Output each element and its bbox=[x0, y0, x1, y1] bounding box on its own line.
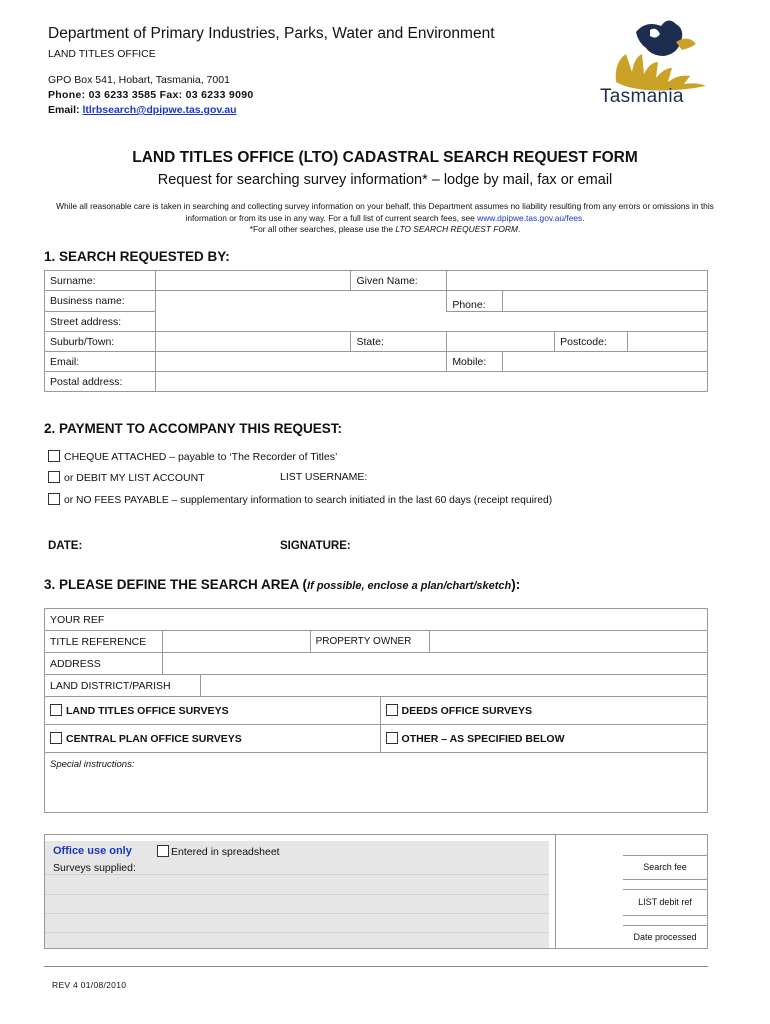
date-processed-label: Date processed bbox=[623, 925, 707, 949]
lto-surveys-option[interactable] bbox=[45, 697, 381, 725]
property-owner-field[interactable] bbox=[430, 631, 708, 653]
disclaimer-end: . bbox=[517, 224, 521, 234]
debit-checkbox[interactable] bbox=[48, 471, 60, 483]
form-title: LAND TITLES OFFICE (LTO) CADASTRAL SEARCH REQUEST FORM bbox=[132, 149, 638, 166]
search-fee-spacer bbox=[623, 879, 707, 889]
other-label: OTHER – AS SPECIFIED BELOW bbox=[401, 733, 565, 745]
disclaimer-text: While all reasonable care is taken in searching and collecting survey information on your behalf, this Department assumes no liability resulting from any errors or omissions in this information or from its use in any way. For a full list of current search fees, see bbox=[56, 201, 714, 223]
search-area-table bbox=[44, 608, 708, 813]
special-instructions-field[interactable] bbox=[45, 753, 708, 813]
deeds-surveys-option[interactable] bbox=[380, 697, 707, 725]
lto-surveys-label: LAND TITLES OFFICE SURVEYS bbox=[66, 705, 229, 717]
disclaimer: While all reasonable care is taken in searching and collecting survey information on your behalf, this Department assumes no liability resulting from any errors or omissions in this information or from its use in any way. For a full list of current search fees, see www.dpipwe.tas.gov.au/fees. *For all other searches, please use the LTO SEARCH REQUEST FORM. bbox=[56, 201, 714, 234]
signature-label: SIGNATURE: bbox=[280, 540, 351, 552]
title-ref-label: TITLE REFERENCE bbox=[45, 631, 163, 653]
state-field[interactable] bbox=[447, 332, 555, 352]
debit-label: or DEBIT MY LIST ACCOUNT bbox=[64, 472, 205, 484]
land-district-label: LAND DISTRICT/PARISH bbox=[45, 675, 201, 697]
deeds-surveys-checkbox[interactable] bbox=[386, 704, 398, 716]
postal-address: GPO Box 541, Hobart, Tasmania, 7001 bbox=[48, 74, 230, 86]
disclaimer-other: *For all other searches, please use the bbox=[249, 224, 396, 234]
date-label: DATE: bbox=[48, 540, 83, 552]
cpo-surveys-label: CENTRAL PLAN OFFICE SURVEYS bbox=[66, 733, 242, 745]
surname-field[interactable] bbox=[155, 271, 351, 291]
search-fee-label: Search fee bbox=[623, 855, 707, 879]
phone-field[interactable] bbox=[503, 291, 708, 312]
email-field-label: Email: bbox=[45, 352, 156, 372]
land-district-field[interactable] bbox=[200, 675, 707, 697]
other-checkbox[interactable] bbox=[386, 732, 398, 744]
address-field[interactable] bbox=[162, 653, 707, 675]
list-debit-ref-label: LIST debit ref bbox=[623, 889, 707, 915]
postal-address-field[interactable] bbox=[155, 372, 707, 392]
entered-spreadsheet-checkbox[interactable] bbox=[157, 845, 169, 857]
logo-text: Tasmania bbox=[600, 86, 684, 107]
street-address-field[interactable] bbox=[155, 312, 707, 332]
postal-address-label: Postal address: bbox=[45, 372, 156, 392]
debit-option[interactable] bbox=[48, 471, 205, 484]
office-right-column bbox=[623, 855, 707, 949]
mobile-field[interactable] bbox=[503, 352, 708, 372]
section3-heading-italic: If possible, enclose a plan/chart/sketch bbox=[307, 580, 512, 592]
requester-table bbox=[44, 270, 708, 392]
section3-heading bbox=[44, 577, 520, 592]
nofees-option[interactable] bbox=[48, 493, 552, 506]
fees-link[interactable]: www.dpipwe.tas.gov.au/fees bbox=[477, 212, 583, 223]
email-input[interactable] bbox=[155, 352, 446, 372]
office-use-panel bbox=[45, 841, 549, 948]
nofees-checkbox[interactable] bbox=[48, 493, 60, 505]
cheque-checkbox[interactable] bbox=[48, 450, 60, 462]
email-label: Email: bbox=[48, 104, 80, 116]
footer-divider bbox=[44, 966, 708, 967]
section3-heading-end: ): bbox=[511, 577, 521, 592]
suburb-label: Suburb/Town: bbox=[45, 332, 156, 352]
cheque-option[interactable] bbox=[48, 450, 337, 463]
list-username-label: LIST USERNAME: bbox=[280, 471, 368, 483]
title-ref-field[interactable] bbox=[162, 631, 310, 653]
property-owner-label: PROPERTY OWNER bbox=[310, 631, 430, 653]
revision-label: REV 4 01/08/2010 bbox=[52, 980, 127, 990]
suburb-field[interactable] bbox=[155, 332, 351, 352]
business-name-label: Business name: bbox=[45, 291, 156, 312]
section2-heading: 2. PAYMENT TO ACCOMPANY THIS REQUEST: bbox=[44, 421, 343, 436]
entered-spreadsheet-label: Entered in spreadsheet bbox=[171, 846, 280, 858]
cheque-label: CHEQUE ATTACHED – payable to ‘The Recorder of Titles’ bbox=[64, 451, 338, 463]
mobile-label: Mobile: bbox=[447, 352, 503, 372]
nofees-label: or NO FEES PAYABLE – supplementary information to search initiated in the last 60 days (receipt required) bbox=[64, 495, 553, 506]
postcode-field[interactable] bbox=[628, 332, 708, 352]
section1-heading: 1. SEARCH REQUESTED BY: bbox=[44, 249, 230, 264]
special-instructions-label: Special instructions: bbox=[50, 759, 135, 770]
deeds-surveys-label: DEEDS OFFICE SURVEYS bbox=[401, 705, 533, 717]
address-label: ADDRESS bbox=[45, 653, 163, 675]
phone-fax: Phone: 03 6233 3585 Fax: 03 6233 9090 bbox=[48, 89, 254, 101]
cpo-surveys-checkbox[interactable] bbox=[50, 732, 62, 744]
disclaimer-form-name: LTO SEARCH REQUEST FORM bbox=[395, 224, 518, 234]
department-name: Department of Primary Industries, Parks, Water and Environment bbox=[48, 25, 495, 42]
street-address-label: Street address: bbox=[45, 312, 156, 332]
phone-label: Phone: bbox=[447, 291, 503, 312]
postcode-label: Postcode: bbox=[555, 332, 628, 352]
email-line bbox=[48, 104, 237, 116]
given-name-field[interactable] bbox=[447, 271, 708, 291]
office-divider bbox=[555, 835, 556, 948]
surveys-supplied-label: Surveys supplied: bbox=[53, 862, 136, 874]
cpo-surveys-option[interactable] bbox=[45, 725, 381, 753]
list-debit-spacer bbox=[623, 915, 707, 925]
email-link[interactable]: ltlrbsearch@dpipwe.tas.gov.au bbox=[82, 104, 237, 116]
form-subtitle: Request for searching survey information* – lodge by mail, fax or email bbox=[157, 172, 613, 188]
office-name: LAND TITLES OFFICE bbox=[48, 48, 156, 60]
lto-surveys-checkbox[interactable] bbox=[50, 704, 62, 716]
office-use-label: Office use only bbox=[53, 845, 132, 857]
entered-spreadsheet-option[interactable] bbox=[157, 845, 280, 858]
other-option[interactable] bbox=[380, 725, 707, 753]
state-label: State: bbox=[351, 332, 447, 352]
section3-heading-text: 3. PLEASE DEFINE THE SEARCH AREA ( bbox=[44, 577, 308, 592]
business-name-field[interactable] bbox=[155, 291, 446, 312]
given-name-label: Given Name: bbox=[351, 271, 447, 291]
your-ref-label: YOUR REF bbox=[45, 609, 708, 631]
surname-label: Surname: bbox=[45, 271, 156, 291]
